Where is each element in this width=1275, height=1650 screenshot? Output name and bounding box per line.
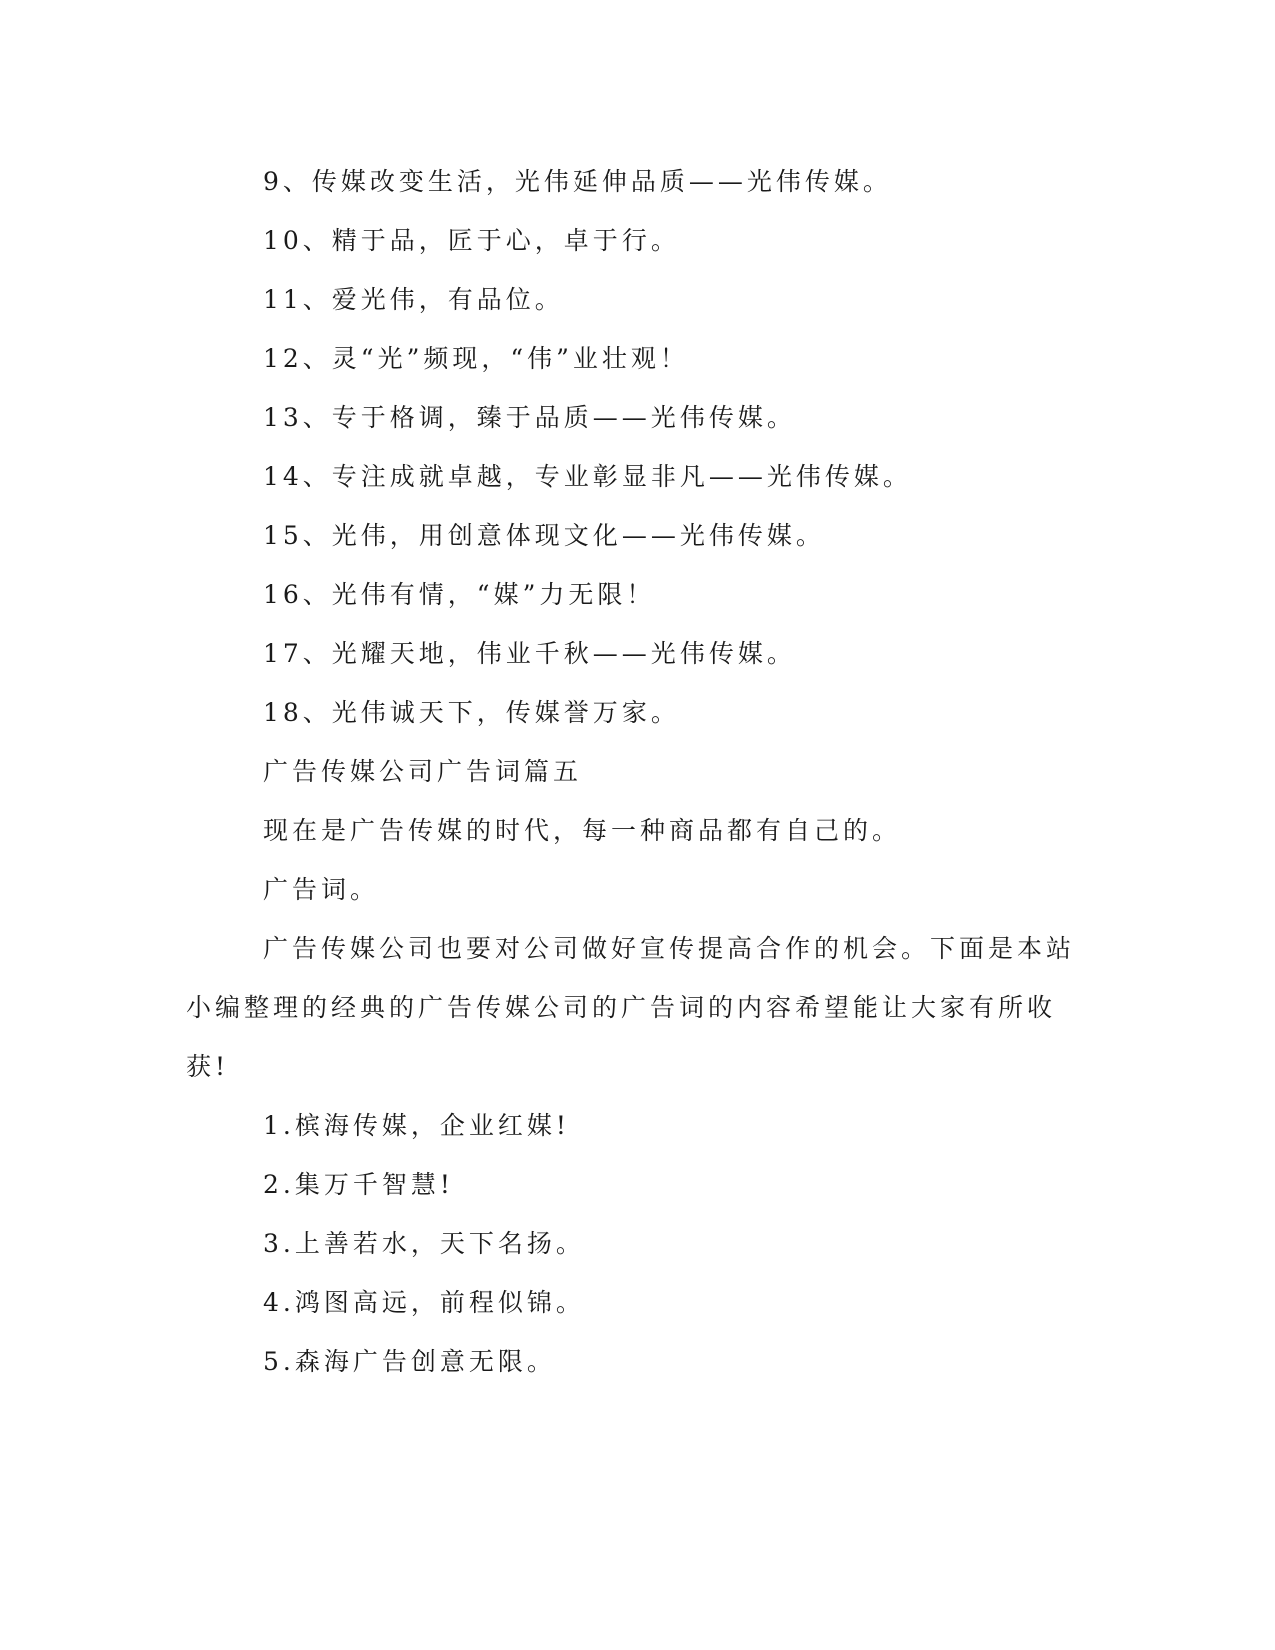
list-item: 16、光伟有情，“媒”力无限！: [263, 580, 656, 609]
intro-line: 现在是广告传媒的时代，每一种商品都有自己的。: [263, 816, 902, 845]
paragraph-line: 获!: [186, 1052, 230, 1081]
list-item: 1.槟海传媒，企业红媒!: [263, 1111, 570, 1140]
paragraph-line: 小编整理的经典的广告传媒公司的广告词的内容希望能让大家有所收: [186, 993, 1057, 1022]
list-item: 15、光伟，用创意体现文化——光伟传媒。: [263, 521, 825, 550]
list-item: 2.集万千智慧!: [263, 1170, 454, 1199]
paragraph-line: 广告传媒公司也要对公司做好宣传提高合作的机会。下面是本站: [263, 934, 1076, 963]
list-item: 18、光伟诚天下，传媒誉万家。: [263, 698, 680, 727]
list-item: 10、精于品，匠于心，卓于行。: [263, 226, 680, 255]
list-item: 12、灵“光”频现，“伟”业壮观！: [263, 344, 689, 373]
intro-line: 广告词。: [263, 875, 380, 904]
section-heading: 广告传媒公司广告词篇五: [263, 757, 583, 786]
list-item: 11、爱光伟，有品位。: [263, 285, 564, 314]
list-item: 5.森海广告创意无限。: [263, 1347, 556, 1376]
list-item: 9、传媒改变生活，光伟延伸品质——光伟传媒。: [263, 167, 892, 196]
list-item: 14、专注成就卓越，专业彰显非凡——光伟传媒。: [263, 462, 912, 491]
list-item: 17、光耀天地，伟业千秋——光伟传媒。: [263, 639, 796, 668]
list-item: 3.上善若水，天下名扬。: [263, 1229, 585, 1258]
list-item: 4.鸿图高远，前程似锦。: [263, 1288, 585, 1317]
list-item: 13、专于格调，臻于品质——光伟传媒。: [263, 403, 796, 432]
